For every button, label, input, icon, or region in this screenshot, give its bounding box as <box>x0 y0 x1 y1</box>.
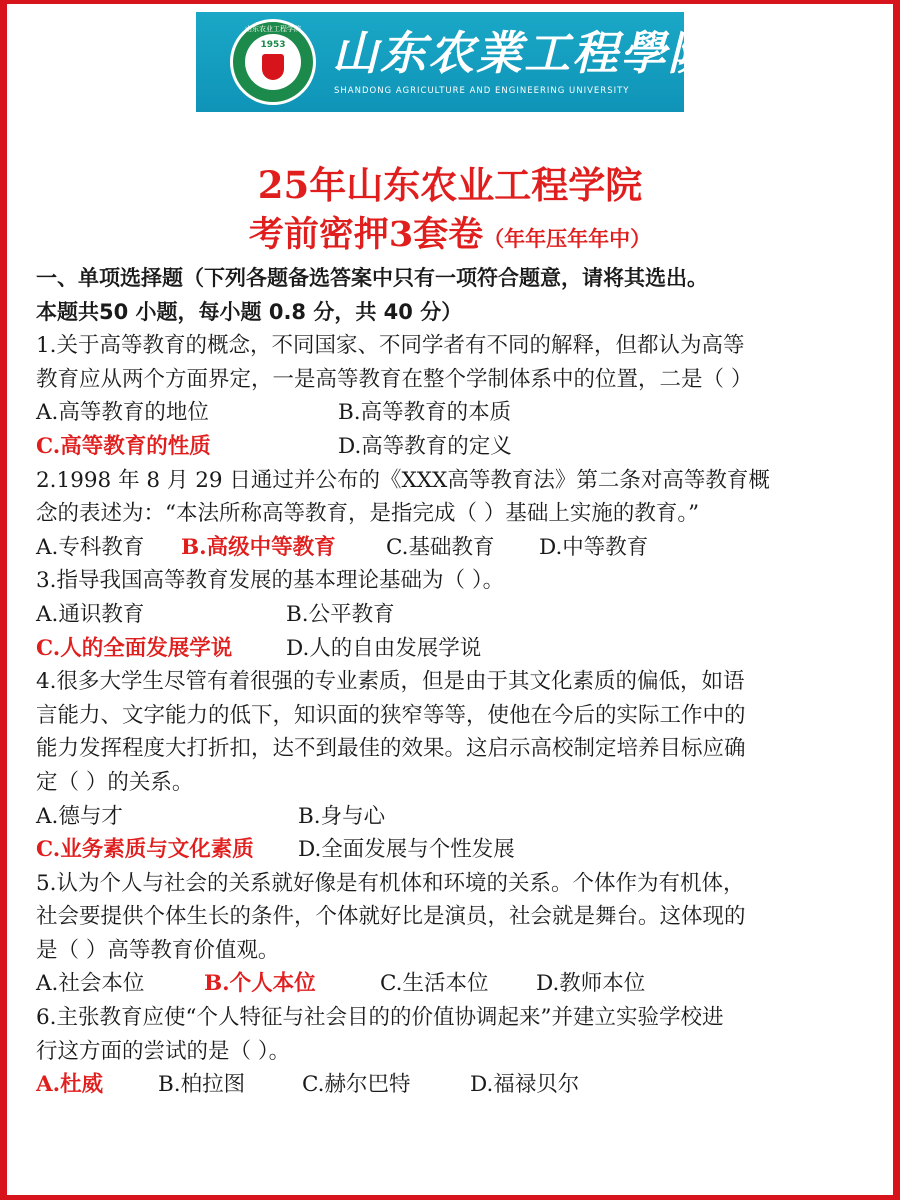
answer-option[interactable]: D.高等教育的定义 <box>338 433 512 459</box>
question-stem-line: 是（ ）高等教育价值观。 <box>36 937 280 963</box>
answer-option[interactable]: A.高等教育的地位 <box>36 400 209 426</box>
question-list <box>36 262 858 1102</box>
answer-option[interactable]: C.生活本位 <box>380 971 489 997</box>
answer-option[interactable]: D.全面发展与个性发展 <box>298 837 515 863</box>
answer-option[interactable]: D.福禄贝尔 <box>470 1072 580 1098</box>
subtitle-main: 考前密押3套卷 <box>248 214 484 255</box>
answer-option[interactable]: A.专科教育 <box>36 534 145 560</box>
answer-option[interactable]: B.个人本位 <box>204 971 316 997</box>
answer-option[interactable]: C.赫尔巴特 <box>302 1072 411 1098</box>
answer-option[interactable]: C.基础教育 <box>386 534 495 560</box>
question-stem-line: 定（ ）的关系。 <box>36 769 194 795</box>
answer-option[interactable]: B.高等教育的本质 <box>338 400 512 426</box>
page-title: 25年山东农业工程学院 <box>257 163 643 207</box>
answer-option[interactable]: D.人的自由发展学说 <box>286 635 482 661</box>
seal-year: 1953 <box>260 40 286 50</box>
question-stem-line: 言能力、文字能力的低下，知识面的狭窄等等，使他在今后的实际工作中的 <box>36 702 746 728</box>
option-row <box>36 632 858 666</box>
question-stem-line: 念的表述为：“本法所称高等教育，是指完成（ ）基础上实施的教育。” <box>36 501 700 527</box>
university-seal-icon <box>230 19 316 105</box>
option-row <box>36 833 858 867</box>
section-heading-rule: 本题共50 小题，每小题 0.8 分，共 40 分） <box>36 299 463 324</box>
option-row <box>36 1068 858 1102</box>
seal-ring-text: 山东农业工程学院 <box>245 25 301 33</box>
option-row <box>36 430 858 464</box>
answer-option[interactable]: A.社会本位 <box>36 971 145 997</box>
seal-center <box>245 34 301 90</box>
answer-option[interactable]: C.高等教育的性质 <box>36 433 211 459</box>
question-stem-line: 教育应从两个方面界定，一是高等教育在整个学制体系中的位置，二是（ ） <box>36 366 753 392</box>
shield-icon <box>262 54 284 80</box>
university-name-english: SHANDONG AGRICULTURE AND ENGINEERING UNIVERSITY <box>334 86 630 96</box>
option-row <box>36 598 858 632</box>
answer-option[interactable]: B.公平教育 <box>286 601 395 627</box>
option-row <box>36 531 858 565</box>
answer-option[interactable]: D.中等教育 <box>539 534 649 560</box>
answer-option[interactable]: B.身与心 <box>298 803 386 829</box>
question-stem-line: 2.1998 年 8 月 29 日通过并公布的《XXX高等教育法》第二条对高等教育概 <box>36 467 770 493</box>
option-row <box>36 800 858 834</box>
question-stem-line: 1.关于高等教育的概念，不同国家、不同学者有不同的解释，但都认为高等 <box>36 333 745 359</box>
answer-option[interactable]: A.杜威 <box>36 1072 104 1098</box>
question-stem-line: 社会要提供个体生长的条件，个体就好比是演员，社会就是舞台。这体现的 <box>36 904 746 930</box>
subtitle-note: （年年压年年中） <box>483 226 652 251</box>
option-row <box>36 967 858 1001</box>
question-stem-line: 3.指导我国高等教育发展的基本理论基础为（ ）。 <box>36 568 505 594</box>
question-stem-line: 5.认为个人与社会的关系就好像是有机体和环境的关系。个体作为有机体， <box>36 870 745 896</box>
answer-option[interactable]: A.德与才 <box>36 803 123 829</box>
option-row <box>36 396 858 430</box>
university-logo-banner <box>196 12 716 112</box>
answer-option[interactable]: B.柏拉图 <box>158 1072 246 1098</box>
question-stem-line: 4.很多大学生尽管有着很强的专业素质，但是由于其文化素质的偏低，如语 <box>36 669 745 695</box>
section-heading: 一、单项选择题（下列各题备选答案中只有一项符合题意，请将其选出。 <box>36 266 708 290</box>
question-stem-line: 行这方面的尝试的是（ ）。 <box>36 1038 291 1064</box>
question-stem-line: 能力发挥程度大打折扣，达不到最佳的效果。这启示高校制定培养目标应确 <box>36 736 746 762</box>
answer-option[interactable]: C.业务素质与文化素质 <box>36 837 254 863</box>
answer-option[interactable]: B.高级中等教育 <box>181 534 336 560</box>
answer-option[interactable]: D.教师本位 <box>536 971 646 997</box>
answer-option[interactable]: C.人的全面发展学说 <box>36 635 233 661</box>
answer-option[interactable]: A.通识教育 <box>36 601 145 627</box>
university-name-calligraphy: 山东农業工程學院 <box>332 26 716 80</box>
question-stem-line: 6.主张教育应使“个人特征与社会目的的价值协调起来”并建立实验学校进 <box>36 1005 724 1031</box>
page-subtitle <box>0 210 900 264</box>
